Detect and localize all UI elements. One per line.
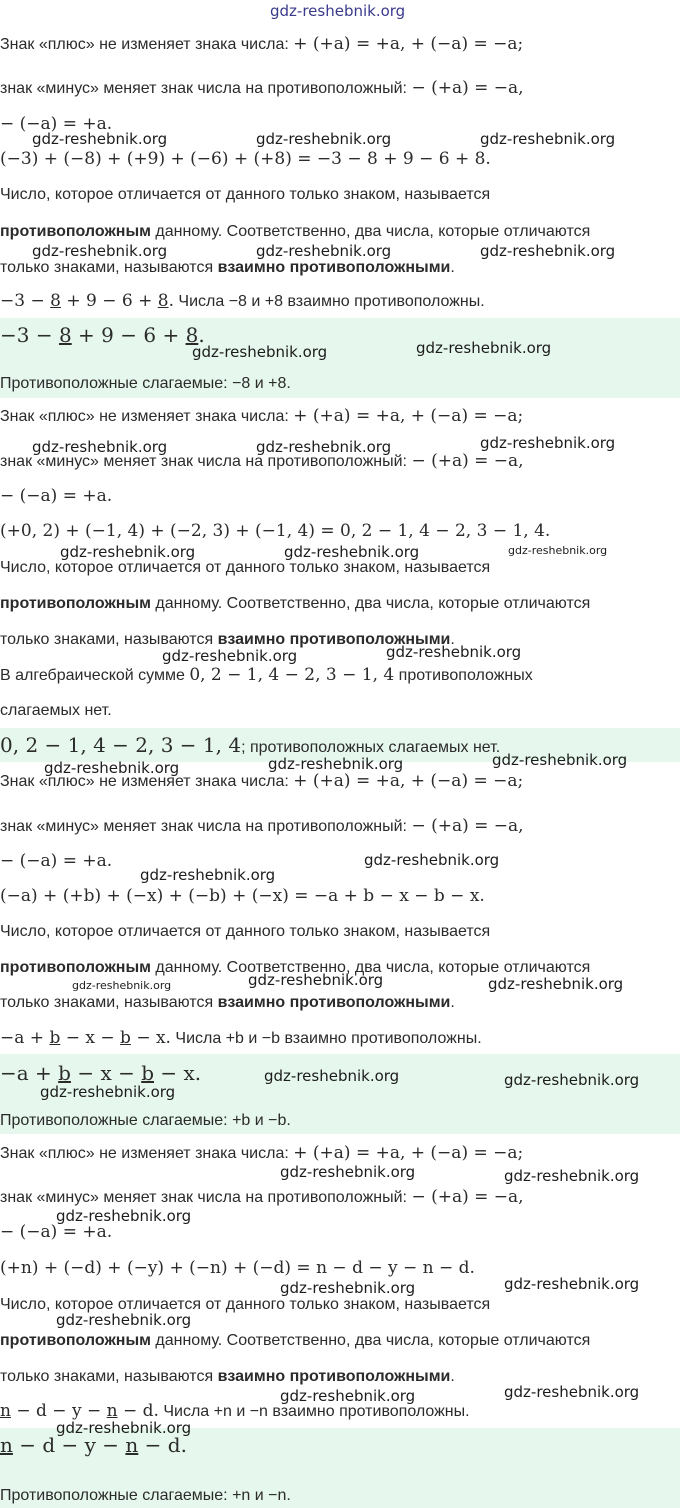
underlined-term: 8	[58, 323, 72, 347]
watermark: gdz-reshebnik.org	[32, 130, 168, 148]
rule-plus-text: Знак «плюс» не изменяет знака числа:	[0, 1145, 289, 1162]
definition-text: данному. Соответственно, два числа, которые отличаются	[150, 1332, 591, 1349]
rule-plus-text: Знак «плюс» не изменяет знака числа:	[0, 773, 289, 790]
watermark: gdz-reshebnik.org	[284, 543, 420, 561]
rule-minus-formula: − (+a) = −a,	[411, 816, 524, 836]
conclusion-line-2: слагаемых нет.	[0, 702, 112, 719]
watermark: gdz-reshebnik.org	[40, 1083, 176, 1101]
underlined-term: 8	[50, 291, 61, 311]
rule-plus-formula: + (+a) = +a, + (−a) = −a;	[293, 1143, 524, 1163]
math-part: .	[168, 291, 174, 311]
term-opposite: противоположным	[0, 959, 151, 976]
expression: (−a) + (+b) + (−x) + (−b) + (−x) = −a + b − x − b − x.	[0, 886, 485, 906]
watermark: gdz-reshebnik.org	[256, 130, 392, 148]
definition-line-1: Число, которое отличается от данного только знаком, называется	[0, 559, 491, 576]
definition-end: .	[450, 259, 455, 276]
rule-minus-text: знак «минус» меняет знак числа на противоположный:	[0, 818, 407, 835]
conclusion-text: противоположных	[394, 667, 533, 684]
underlined-term: n	[0, 1433, 13, 1457]
watermark: gdz-reshebnik.org	[32, 438, 168, 456]
definition-text: только знаками, называются	[0, 631, 218, 648]
definition-text: только знаками, называются	[0, 994, 218, 1011]
watermark: gdz-reshebnik.org	[248, 971, 384, 989]
rule-minus-text: знак «минус» меняет знак числа на противоположный:	[0, 80, 407, 97]
conclusion-line	[0, 290, 485, 313]
underlined-term: b	[141, 1061, 155, 1085]
term-opposite: противоположным	[0, 223, 151, 240]
math-part: − d − y −	[10, 1401, 107, 1421]
conclusion-text: Числа +n и −n взаимно противоположны.	[158, 1403, 470, 1420]
term-mutually-opposite: взаимно противоположными	[217, 994, 451, 1011]
conclusion-text: Числа +b и −b взаимно противоположны.	[170, 1030, 482, 1047]
watermark: gdz-reshebnik.org	[492, 751, 628, 769]
answer-text: Противоположные слагаемые: +n и −n.	[0, 1487, 291, 1504]
watermark: gdz-reshebnik.org	[56, 1419, 192, 1437]
watermark: gdz-reshebnik.org	[162, 647, 298, 665]
watermark: gdz-reshebnik.org	[364, 851, 500, 869]
watermark: gdz-reshebnik.org	[280, 1387, 416, 1405]
math-part: −3 −	[0, 291, 51, 311]
math-part: − x −	[60, 1028, 121, 1048]
answer-text: Противоположные слагаемые: +b и −b.	[0, 1112, 291, 1129]
watermark: gdz-reshebnik.org	[140, 866, 276, 884]
term-opposite: противоположным	[0, 1332, 151, 1349]
watermark: gdz-reshebnik.org	[56, 1207, 192, 1225]
conclusion-formula: 0, 2 − 1, 4 − 2, 3 − 1, 4	[189, 665, 395, 685]
watermark: gdz-reshebnik.org	[504, 1167, 640, 1185]
rule-minus-line	[0, 815, 524, 838]
math-part: −a +	[0, 1061, 59, 1085]
conclusion-line	[0, 1027, 482, 1050]
math-part: + 9 − 6 +	[71, 323, 186, 347]
definition-line-2	[0, 1330, 590, 1352]
site-header-watermark: gdz-reshebnik.org	[270, 2, 406, 20]
definition-end: .	[450, 994, 455, 1011]
watermark: gdz-reshebnik.org	[256, 438, 392, 456]
answer-formula	[0, 1062, 201, 1084]
watermark: gdz-reshebnik.org	[72, 979, 172, 992]
rule-plus-line	[0, 405, 523, 428]
answer-text: ; противоположных слагаемых нет.	[241, 739, 501, 756]
rule-plus-text: Знак «плюс» не изменяет знака числа:	[0, 408, 289, 425]
definition-line-1: Число, которое отличается от данного только знаком, называется	[0, 1296, 491, 1313]
term-mutually-opposite: взаимно противоположными	[217, 631, 451, 648]
math-part: − d − y −	[12, 1433, 126, 1457]
rule-minus-formula: − (+a) = −a,	[411, 451, 524, 471]
definition-line-2	[0, 593, 590, 615]
watermark: gdz-reshebnik.org	[504, 1383, 640, 1401]
definition-line-3	[0, 257, 455, 279]
definition-line-2	[0, 221, 590, 243]
rule-minus-tail: − (−a) = +a.	[0, 851, 113, 871]
definition-line-1: Число, которое отличается от данного только знаком, называется	[0, 923, 491, 940]
answer-line	[0, 734, 500, 759]
watermark: gdz-reshebnik.org	[268, 755, 404, 773]
definition-text: данному. Соответственно, два числа, которые отличаются	[150, 223, 591, 240]
rule-minus-formula: − (+a) = −a,	[411, 1187, 524, 1207]
watermark: gdz-reshebnik.org	[264, 1067, 400, 1085]
term-opposite: противоположным	[0, 595, 151, 612]
definition-text: только знаками, называются	[0, 1368, 218, 1385]
watermark: gdz-reshebnik.org	[60, 543, 196, 561]
watermark: gdz-reshebnik.org	[504, 1275, 640, 1293]
watermark: gdz-reshebnik.org	[416, 339, 552, 357]
watermark: gdz-reshebnik.org	[480, 242, 616, 260]
rule-minus-text: знак «минус» меняет знак числа на противоположный:	[0, 453, 407, 470]
underlined-term: n	[106, 1401, 118, 1421]
math-part: + 9 − 6 +	[60, 291, 158, 311]
rule-plus-formula: + (+a) = +a, + (−a) = −a;	[293, 34, 524, 54]
rule-minus-tail: − (−a) = +a.	[0, 486, 113, 506]
term-mutually-opposite: взаимно противоположными	[217, 259, 451, 276]
answer-formula: 0, 2 − 1, 4 − 2, 3 − 1, 4	[0, 733, 242, 757]
expression: (−3) + (−8) + (+9) + (−6) + (+8) = −3 − 8 + 9 − 6 + 8.	[0, 149, 491, 169]
term-mutually-opposite: взаимно противоположными	[217, 1368, 451, 1385]
watermark: gdz-reshebnik.org	[192, 343, 328, 361]
rule-plus-line	[0, 1142, 523, 1165]
math-part: −a +	[0, 1028, 50, 1048]
watermark: gdz-reshebnik.org	[480, 434, 616, 452]
rule-minus-tail: − (−a) = +a.	[0, 1222, 113, 1242]
rule-plus-text: Знак «плюс» не изменяет знака числа:	[0, 36, 289, 53]
math-part: .	[198, 323, 205, 347]
underlined-term: n	[0, 1401, 11, 1421]
rule-minus-text: знак «минус» меняет знак числа на противоположный:	[0, 1189, 407, 1206]
definition-text: данному. Соответственно, два числа, которые отличаются	[150, 959, 591, 976]
underlined-term: 8	[157, 291, 169, 311]
math-part: −3 −	[0, 323, 59, 347]
underlined-term: b	[58, 1061, 71, 1085]
expression: (+0, 2) + (−1, 4) + (−2, 3) + (−1, 4) = 0, 2 − 1, 4 − 2, 3 − 1, 4.	[0, 521, 551, 541]
math-part: − d.	[117, 1401, 159, 1421]
conclusion-line-1	[0, 664, 533, 687]
underlined-term: 8	[185, 323, 199, 347]
rule-plus-formula: + (+a) = +a, + (−a) = −a;	[293, 771, 524, 791]
definition-text: данному. Соответственно, два числа, которые отличаются	[150, 595, 591, 612]
answer-box	[0, 318, 680, 398]
definition-line-1: Число, которое отличается от данного только знаком, называется	[0, 186, 491, 203]
watermark: gdz-reshebnik.org	[32, 242, 168, 260]
definition-end: .	[450, 631, 455, 648]
definition-line-3	[0, 992, 455, 1014]
definition-end: .	[450, 1368, 455, 1385]
rule-minus-tail: − (−a) = +a.	[0, 114, 113, 134]
rule-minus-line	[0, 1186, 524, 1209]
math-part: − x.	[154, 1061, 202, 1085]
rule-minus-formula: − (+a) = −a,	[411, 78, 524, 98]
answer-formula	[0, 1434, 187, 1456]
watermark: gdz-reshebnik.org	[56, 1311, 192, 1329]
rule-minus-line	[0, 77, 524, 100]
answer-box	[0, 1428, 680, 1508]
rule-plus-formula: + (+a) = +a, + (−a) = −a;	[293, 406, 524, 426]
underlined-term: n	[125, 1433, 139, 1457]
watermark: gdz-reshebnik.org	[508, 544, 608, 557]
definition-text: только знаками, называются	[0, 259, 218, 276]
answer-formula	[0, 324, 205, 346]
watermark: gdz-reshebnik.org	[488, 975, 624, 993]
conclusion-text: В алгебраической сумме	[0, 667, 190, 684]
watermark: gdz-reshebnik.org	[480, 130, 616, 148]
underlined-term: b	[49, 1028, 61, 1048]
math-part: − d.	[138, 1433, 187, 1457]
math-part: − x −	[70, 1061, 142, 1085]
conclusion-text: Числа −8 и +8 взаимно противоположны.	[173, 293, 485, 310]
watermark: gdz-reshebnik.org	[504, 1071, 640, 1089]
watermark: gdz-reshebnik.org	[256, 242, 392, 260]
watermark: gdz-reshebnik.org	[280, 1163, 416, 1181]
watermark: gdz-reshebnik.org	[386, 643, 522, 661]
underlined-term: b	[120, 1028, 131, 1048]
expression: (+n) + (−d) + (−y) + (−n) + (−d) = n − d − y − n − d.	[0, 1258, 475, 1278]
watermark: gdz-reshebnik.org	[280, 1279, 416, 1297]
definition-line-3	[0, 1366, 455, 1388]
rule-plus-line	[0, 33, 523, 56]
math-part: − x.	[130, 1028, 171, 1048]
watermark: gdz-reshebnik.org	[44, 759, 180, 777]
answer-text: Противоположные слагаемые: −8 и +8.	[0, 375, 291, 392]
